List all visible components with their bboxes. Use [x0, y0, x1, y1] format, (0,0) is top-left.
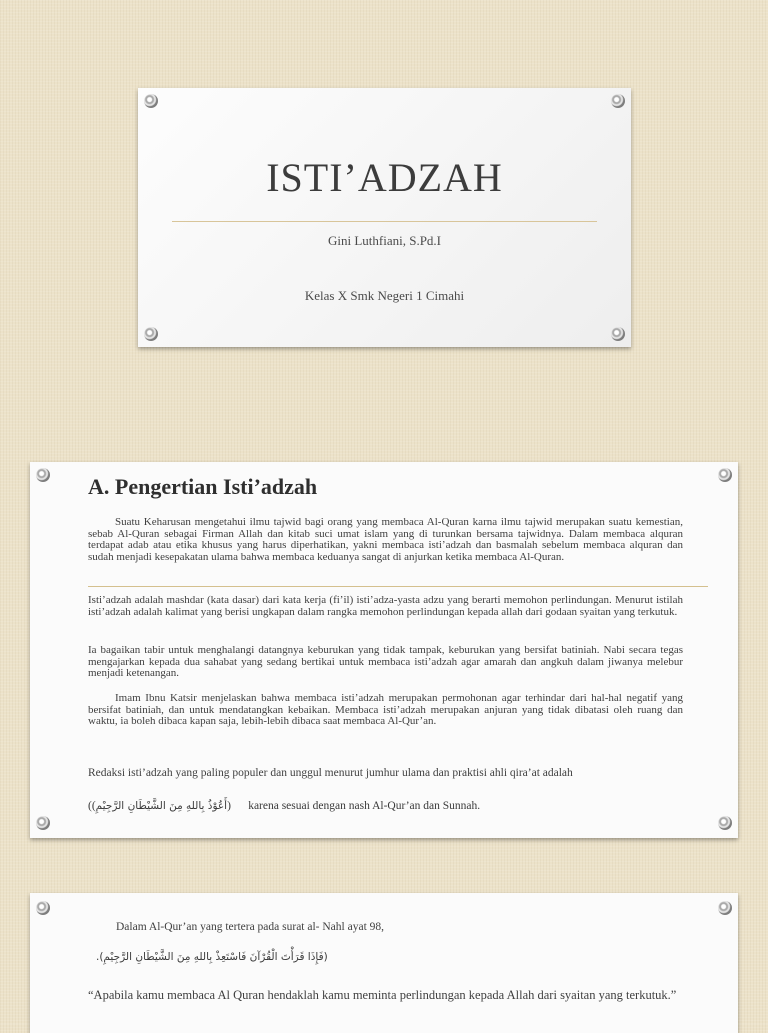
content-slide-quran: [30, 893, 738, 1033]
author-name: Gini Luthfiani, S.Pd.I: [327, 233, 442, 248]
arabic-verse: (فَإِذَا قَرَأْتَ الْقُرْآنَ فَاسْتَعِذْ بِاللهِ مِنَ الشَّيْطَانِ الرَّجِيْمِ).: [96, 951, 328, 963]
arabic-close-paren: ): [227, 800, 231, 812]
rivet-icon: [611, 327, 625, 341]
paragraph-divider: [88, 586, 708, 587]
paragraph-definition: Isti’adzah adalah mashdar (kata dasar) dari kata kerja (fi’il) isti’adza-yasta adzu yang berarti memohon perlindungan. Menurut istilah isti’adzah adalah kalimat yang berisi ungkapan dalam rangka memohon perlindungan kepada allah dari godaan syaitan yang terkutuk.: [88, 594, 683, 618]
quran-reference: Dalam Al-Qur’an yang tertera pada surat al- Nahl ayat 98,: [116, 921, 385, 933]
title-divider: [172, 221, 597, 222]
section-heading: A. Pengertian Isti’adzah: [88, 474, 318, 499]
rivet-icon: [36, 816, 50, 830]
class-info: Kelas X Smk Negeri 1 Cimahi: [304, 288, 465, 303]
arabic-istiadzah-line: [88, 800, 480, 812]
content-slide-definition: [30, 462, 738, 838]
paragraph-redaction: Redaksi isti’adzah yang paling populer dan unggul menurut jumhur ulama dan praktisi ahli qira’at adalah: [88, 767, 573, 779]
rivet-icon: [718, 901, 732, 915]
rivet-icon: [611, 94, 625, 108]
rivet-icon: [718, 816, 732, 830]
rivet-icon: [144, 327, 158, 341]
arabic-istiadzah: أَعُوْذُ بِاللهِ مِنَ الشَّيْطَانِ الرَّجِيْمِ: [95, 800, 228, 812]
paragraph-ibnu-katsir: Imam Ibnu Katsir menjelaskan bahwa membaca isti’adzah merupakan permohonan agar terhindar dari hal-hal negatif yang bersifat batiniah, dan untuk mendatangkan kebaikan. Membaca isti’adzah merupakan anjuran yang tidak dibatasi oleh ruang dan waktu, ia boleh dibaca kapan saja, lebih-lebih dibaca saat membaca Al-Qur’an.: [88, 692, 683, 728]
arabic-explanation: karena sesuai dengan nash Al-Qur’an dan Sunnah.: [248, 800, 481, 812]
paragraph-purpose: Ia bagaikan tabir untuk menghalangi datangnya keburukan yang tidak tampak, keburukan yang bersifat batiniah. Nabi secara tegas mengajarkan kepada dua sahabat yang sedang bertikai untuk membaca isti’adzah agar amarah dan angkuh dalam jiwanya melebur menjadi ketenangan.: [88, 644, 683, 680]
arabic-open-paren: ((: [88, 800, 96, 812]
rivet-icon: [36, 901, 50, 915]
rivet-icon: [144, 94, 158, 108]
rivet-icon: [36, 468, 50, 482]
verse-translation: “Apabila kamu membaca Al Quran hendaklah kamu meminta perlindungan kepada Allah dari syaitan yang terkutuk.”: [88, 988, 677, 1002]
slide-title: ISTI’ADZAH: [266, 155, 503, 200]
title-slide: [138, 88, 631, 347]
paragraph-intro: Suatu Keharusan mengetahui ilmu tajwid bagi orang yang membaca Al-Quran karna ilmu tajwid merupakan suatu kemestian, sebab Al-Quran sebagai Firman Allah dan kitab suci umat islam yang di turunkan bersama tajwidnya. Dalam membaca alquran terdapat adab atau etika khusus yang harus diperhatikan, yakni membaca isti’adzah dan basmalah sebelum membaca alquran dan sudah menjadi kesepakatan ulama bahwa membaca keduanya sangat di anjurkan ketika membaca Al-Quran.: [88, 516, 683, 563]
rivet-icon: [718, 468, 732, 482]
